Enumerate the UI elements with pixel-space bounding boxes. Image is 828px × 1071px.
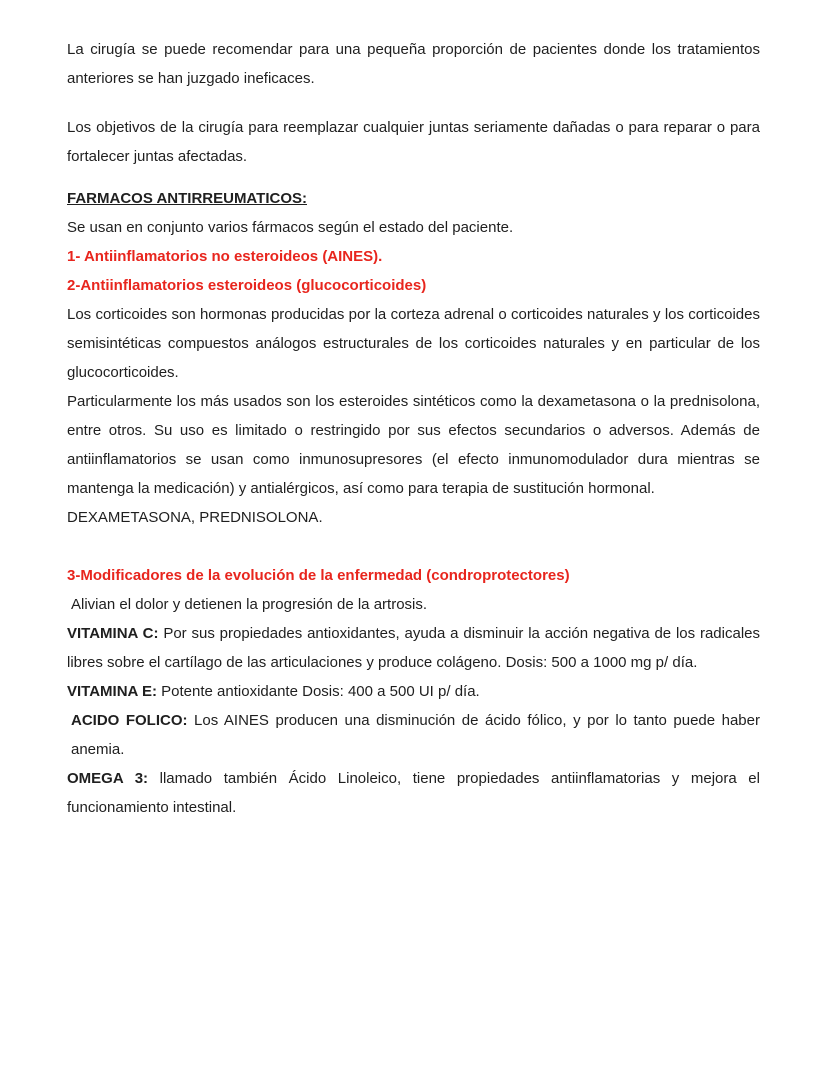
acido-folico-label: ACIDO FOLICO: — [71, 712, 188, 729]
paragraph-omega-3 — [67, 764, 760, 822]
paragraph-uso-conjunto: Se usan en conjunto varios fármacos según el estado del paciente. — [67, 219, 514, 236]
paragraph-acido-folico — [67, 706, 760, 764]
paragraph-alivian: Alivian el dolor y detienen la progresión de la artrosis. — [71, 596, 428, 613]
vitamina-c-label: VITAMINA C: — [67, 625, 159, 642]
omega-3-label: OMEGA 3: — [67, 770, 149, 787]
vitamina-c-text: Por sus propiedades antioxidantes, ayuda a disminuir la acción negativa de los radicales libres sobre el cartílago de las articulaciones y produce colágeno. Dosis: 500 a 1000 mg p/ día. — [67, 625, 760, 671]
omega-3-text: llamado también Ácido Linoleico, tiene propiedades antiinflamatorias y mejora el funcionamiento intestinal. — [67, 770, 760, 816]
vitamina-e-text: Potente antioxidante Dosis: 400 a 500 UI p/ día. — [157, 683, 480, 700]
paragraph-vitamina-e — [67, 677, 760, 706]
list-item-condroprotectores: 3-Modificadores de la evolución de la enfermedad (condroprotectores) — [67, 567, 570, 584]
list-item-aines: 1- Antiinflamatorios no esteroideos (AINES). — [67, 248, 383, 265]
heading-farmacos-text: FARMACOS ANTIRREUMATICOS: — [67, 190, 307, 207]
paragraph-corticoides: Los corticoides son hormonas producidas por la corteza adrenal o corticoides naturales y los corticoides semisintéticas compuestos análogos estructurales de los corticoides naturales y en particular de los glucocorticoides. — [67, 306, 760, 381]
heading-farmacos-antirreumaticos — [67, 184, 760, 213]
paragraph-surgery-recommendation: La cirugía se puede recomendar para una pequeña proporción de pacientes donde los tratamientos anteriores se han juzgado ineficaces. — [67, 41, 760, 87]
vitamina-e-label: VITAMINA E: — [67, 683, 157, 700]
acido-folico-text: Los AINES producen una disminución de ácido fólico, y por lo tanto puede haber anemia. — [71, 712, 760, 758]
paragraph-particularmente: Particularmente los más usados son los esteroides sintéticos como la dexametasona o la prednisolona, entre otros. Su uso es limitado o restringido por sus efectos secundarios o adversos. Además de antiinflamatorios se usan como inmunosupresores (el efecto inmunomodulador dura mientras se mantenga la medicación) y antialérgicos, así como para terapia de sustitución hormonal. — [67, 393, 760, 497]
paragraph-surgery-objectives: Los objetivos de la cirugía para reemplazar cualquier juntas seriamente dañadas o para reparar o para fortalecer juntas afectadas. — [67, 119, 760, 165]
paragraph-vitamina-c — [67, 619, 760, 677]
paragraph-dexametasona: DEXAMETASONA, PREDNISOLONA. — [67, 509, 323, 526]
list-item-glucocorticoides: 2-Antiinflamatorios esteroideos (glucocorticoides) — [67, 277, 427, 294]
